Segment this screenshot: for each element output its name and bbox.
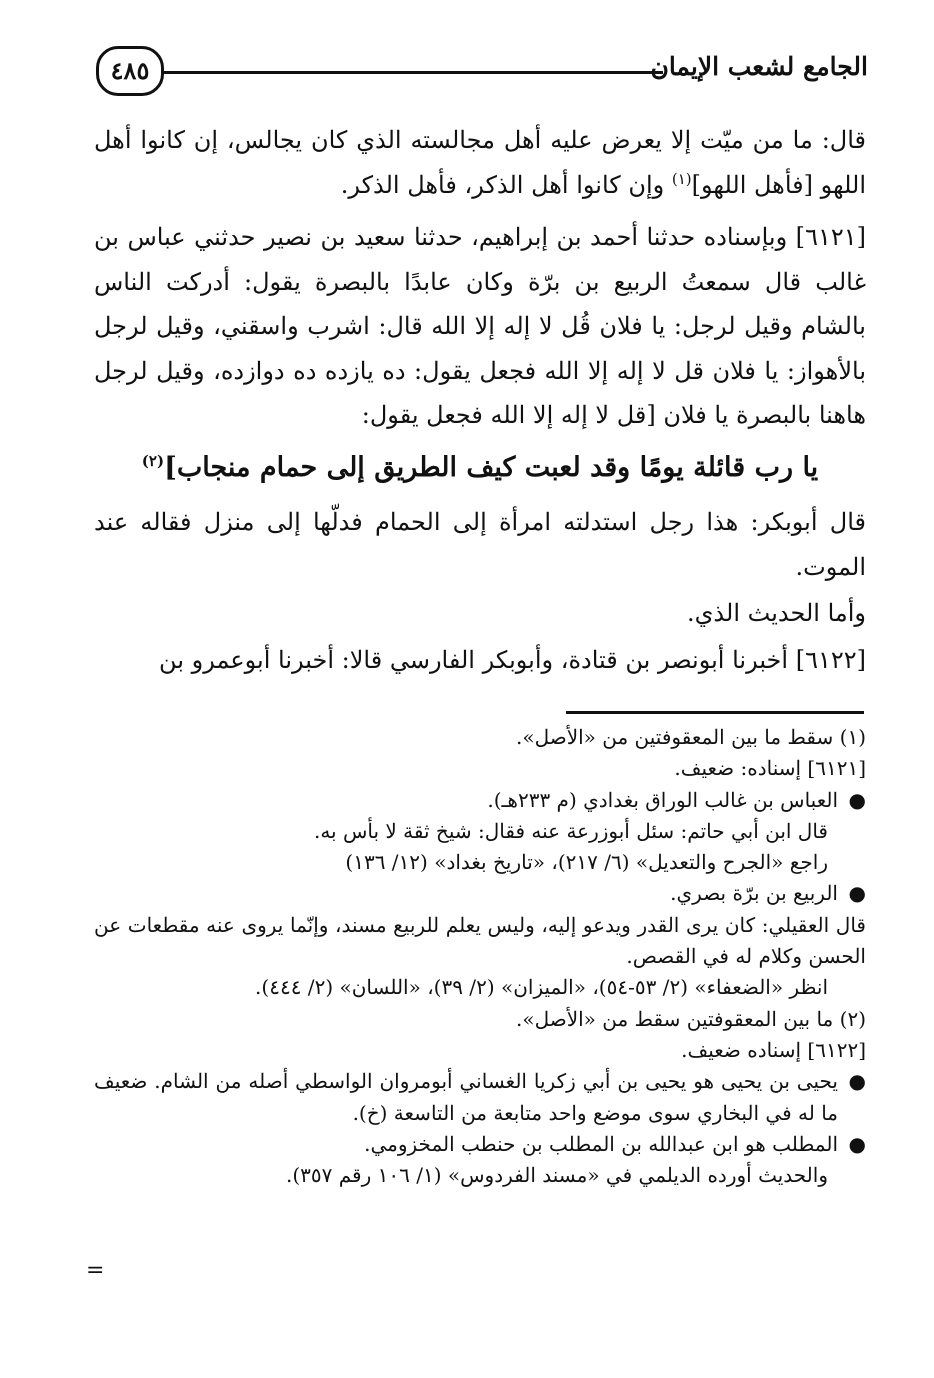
- footnote: والحديث أورده الديلمي في «مسند الفردوس» (١/ ١٠٦ رقم ٣٥٧).: [285, 1163, 828, 1188]
- footnote-bullet-item: [94, 785, 866, 816]
- footnote-text: يحيى بن يحيى هو يحيى بن أبي زكريا الغساني أبومروان الواسطي أصله من الشام. ضعيف ما له في البخاري سوى موضع واحد متابعة من التاسعة (خ).: [94, 1069, 838, 1125]
- bullet-icon: ●: [848, 1131, 866, 1156]
- commentary: وأما الحديث الذي.: [687, 599, 866, 627]
- footnote-bullet-item: [94, 878, 866, 909]
- paragraph-text: قال: ما من ميّت إلا يعرض عليه أهل مجالسته الذي كان يجالس، إن كانوا أهل اللهو [فأهل اللهو]: [94, 126, 867, 199]
- bullet-icon: ●: [848, 881, 866, 906]
- footnote-text: المطلب هو ابن عبدالله بن المطلب بن حنطب المخزومي.: [364, 1131, 838, 1156]
- hadith-6121: [٦١٢١] وبإسناده حدثنا أحمد بن إبراهيم، حدثنا سعيد بن نصير حدثني عباس بن غالب قال سمعتُ الربيع بن برّة وكان عابدًا بالبصرة يقول: أدركت الناس بالشام وقيل لرجل: يا فلان قُل لا إله إلا الله قال: اشرب واسقني، وقيل لرجل بالأهواز: يا فلان قل لا إله إلا الله فجعل يقول: ده يازده ده دوازده، وقيل لرجل هاهنا بالبصرة يا فلان [قل لا إله إلا الله فجعل يقول:: [94, 223, 867, 429]
- main-text: [94, 118, 866, 690]
- poetry-verse: [94, 446, 866, 491]
- paragraph: [94, 118, 866, 207]
- header-rule: [160, 71, 663, 74]
- page-header: [96, 42, 868, 100]
- footnote: [٦١٢٢] إسناده ضعيف.: [681, 1037, 866, 1062]
- page-number: ٤٨٥: [96, 46, 164, 96]
- hadith-6122: [٦١٢٢] أخبرنا أبونصر بن قتادة، وأبوبكر الفارسي قالا: أخبرنا أبوعمرو بن: [159, 645, 866, 674]
- footnote: قال ابن أبي حاتم: سئل أبوزرعة عنه فقال: شيخ ثقة لا بأس به.: [313, 818, 828, 843]
- footnote: [٦١٢١] إسناده: ضعيف.: [674, 756, 866, 781]
- bullet-icon: ●: [848, 1069, 866, 1094]
- footnote: راجع «الجرح والتعديل» (٦/ ٢١٧)، «تاريخ بغداد» (١٢/ ١٣٦): [345, 850, 828, 875]
- footnote-ref-2: (٢): [141, 451, 165, 470]
- verse-text: يا رب قائلة يومًا وقد لعبت كيف الطريق إلى حمام منجاب]: [164, 451, 819, 483]
- footnote-text: العباس بن غالب الوراق بغدادي (م ٢٣٣هـ).: [487, 787, 838, 812]
- footnote-ref-1: (١): [671, 169, 692, 188]
- footnotes: [94, 722, 866, 1191]
- footnote-text: الربيع بن برّة بصري.: [670, 881, 838, 906]
- commentary: قال أبوبكر: هذا رجل استدلته امرأة إلى الحمام فدلّها إلى منزل فقاله عند الموت.: [94, 508, 866, 581]
- running-title: الجامع لشعب الإيمان: [650, 52, 868, 81]
- footnote-bullet-item: [94, 1129, 866, 1160]
- footnote: (١) سقط ما بين المعقوفتين من «الأصل».: [515, 725, 866, 749]
- footnote: انظر «الضعفاء» (٢/ ٥٣-٥٤)، «الميزان» (٢/ ٣٩)، «اللسان» (٢/ ٤٤٤).: [255, 975, 828, 1000]
- footnote-divider: [566, 711, 864, 714]
- bullet-icon: ●: [848, 787, 866, 812]
- footnote-bullet-item: [94, 1066, 866, 1129]
- paragraph-text: وإن كانوا أهل الذكر، فأهل الذكر.: [340, 170, 672, 199]
- continuation-mark: =: [86, 1258, 105, 1283]
- footnote: (٢) ما بين المعقوفتين سقط من «الأصل».: [515, 1006, 866, 1031]
- footnote: قال العقيلي: كان يرى القدر ويدعو إليه، وليس يعلم للربيع مسند، وإنّما يروى عنه مقطعات عن الحسن وكلام له في القصص.: [94, 912, 866, 969]
